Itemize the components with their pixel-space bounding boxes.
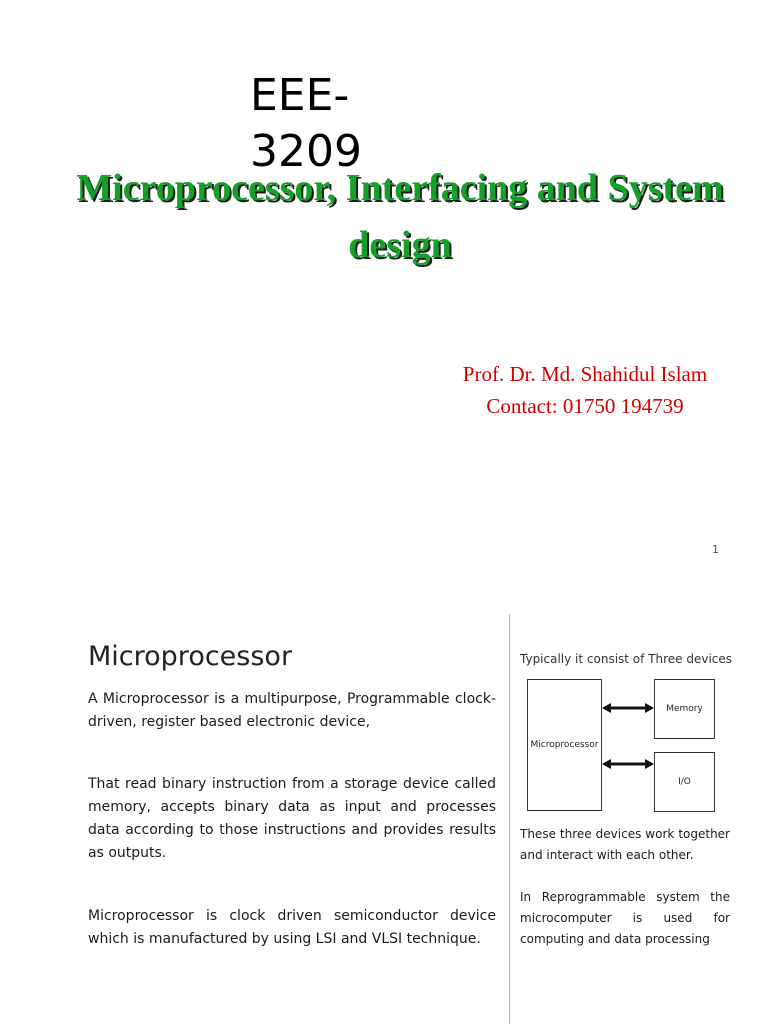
definition-paragraph: A Microprocessor is a multipurpose, Programmable clock-driven, register based electronic device, — [88, 691, 496, 730]
slide-number: 1 — [712, 543, 719, 556]
memory-block-label: Memory — [666, 704, 703, 714]
memory-bus-arrow — [602, 703, 654, 713]
course-code: EEE-3209 — [250, 70, 362, 177]
course-title: Microprocessor, Interfacing and System design — [76, 167, 724, 266]
microprocessor-block-label: Microprocessor — [530, 740, 599, 750]
cooperation-note: These three devices work together and interact with each other. — [520, 827, 730, 862]
technology-paragraph: Microprocessor is clock driven semiconductor device which is manufactured by using LSI and VLSI technique. — [88, 908, 496, 947]
function-paragraph: That read binary instruction from a storage device called memory, accepts binary data as input and processes data according to those instructions and provides results as outputs. — [88, 776, 496, 861]
bus-arrows — [520, 672, 730, 822]
author-block — [420, 358, 750, 422]
section-title: Microprocessor — [88, 641, 293, 672]
author-name: Prof. Dr. Md. Shahidul Islam — [462, 362, 708, 386]
author-contact: Contact: 01750 194739 — [486, 394, 684, 418]
column-divider — [509, 614, 510, 1024]
io-bus-arrow — [602, 759, 654, 769]
reprogrammable-note: In Reprogrammable system the microcomputer is used for computing and data processing — [520, 890, 730, 946]
system-block-diagram — [520, 672, 730, 822]
diagram-heading: Typically it consist of Three devices — [520, 652, 733, 666]
io-block-label: I/O — [678, 777, 691, 787]
